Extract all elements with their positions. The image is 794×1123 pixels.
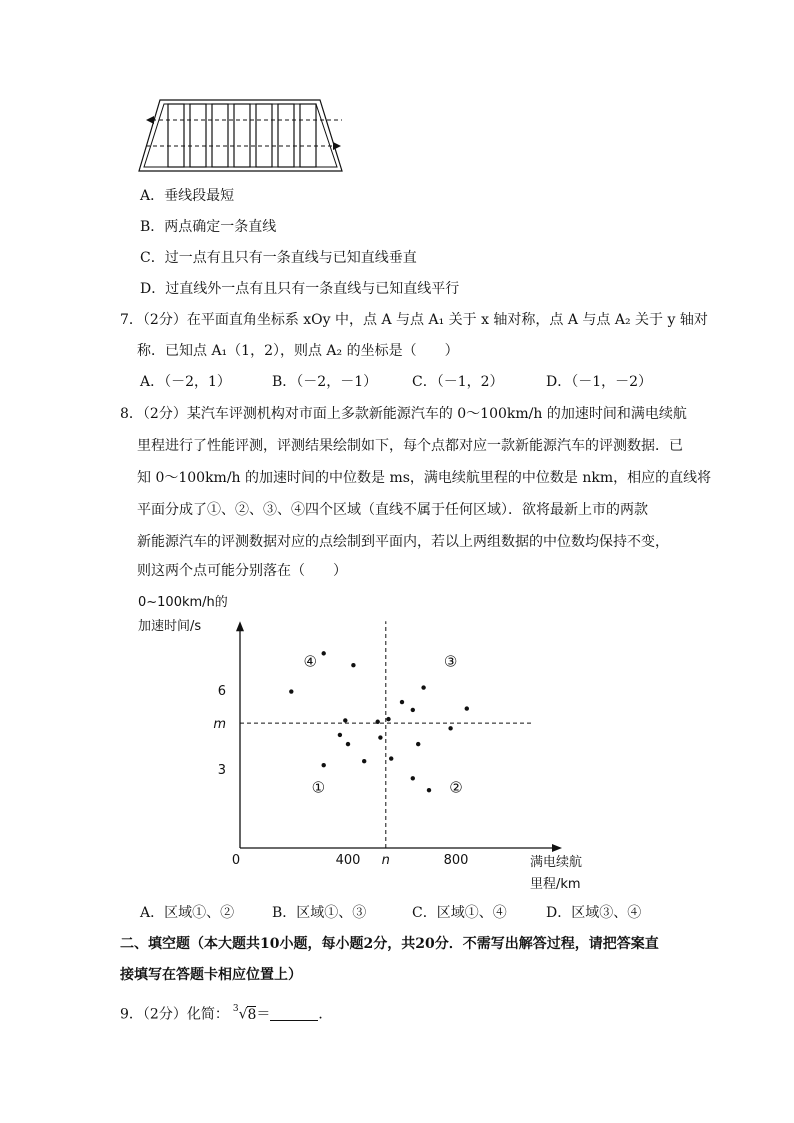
q8-option-c: C．区域①、④ [412, 905, 507, 921]
y-axis-label-line1: 0~100km/h的 [138, 595, 228, 610]
left-arrowhead-icon [146, 116, 154, 124]
y-axis-arrow-icon [236, 621, 244, 631]
data-point [427, 788, 431, 792]
q7-option-b: B．（－2，－1） [272, 374, 378, 390]
q8-stem-line3: 知 0～100km/h 的加速时间的中位数是 ms，满电续航里程的中位数是 nkm，相应的直线将 [137, 470, 712, 486]
median-y-label: m [213, 717, 226, 733]
median-x-label: n [381, 853, 390, 868]
data-point [343, 718, 347, 722]
radical-index: 3 [232, 1004, 239, 1014]
data-point [362, 759, 366, 763]
q8-option-b: B．区域①、③ [272, 905, 367, 921]
q7-option-a: A．（－2，1） [140, 374, 231, 390]
data-point [322, 651, 326, 655]
answer-blank[interactable] [270, 1006, 318, 1021]
q8-option-d: D．区域③、④ [546, 905, 642, 921]
q7-option-c: C．（－1，2） [412, 374, 504, 390]
q9-prefix: 9．（2分）化简： [120, 1006, 229, 1023]
region-label: ② [449, 778, 463, 797]
q8-stem-line4: 平面分成了①、②、③、④四个区域（直线不属于任何区域）．欲将最新上市的两款 [137, 502, 648, 518]
y-tick-label: 3 [217, 763, 226, 779]
data-point [322, 763, 326, 767]
q8-stem-line5: 新能源汽车的评测数据对应的点绘制到平面内，若以上两组数据的中位数均保持不变， [137, 534, 669, 550]
data-point [411, 776, 415, 780]
data-point [416, 742, 420, 746]
region-label: ④ [303, 652, 317, 671]
data-point [421, 685, 425, 689]
radicand: 8 [247, 1006, 257, 1023]
radical-sign-icon: √ [238, 1006, 248, 1023]
q9-end: ． [318, 1006, 333, 1023]
x-axis-arrow-icon [552, 844, 562, 852]
q9-equals: ＝ [256, 1006, 271, 1023]
x-axis-label-line1: 满电续航 [530, 855, 583, 870]
section2-heading-line2: 接填写在答题卡相应位置上） [120, 967, 302, 983]
x-axis-label-line2: 里程/km [530, 877, 581, 892]
right-arrowhead-icon [333, 142, 341, 150]
q6-option-b: B．两点确定一条直线 [140, 219, 277, 235]
data-point [448, 726, 452, 730]
cube-root-expression [229, 1001, 257, 1025]
q7-stem-line1: 7．（2分）在平面直角坐标系 xOy 中，点 A 与点 A₁ 关于 x 轴对称，点 A 与点 A₂ 关于 y 轴对 [120, 312, 708, 328]
data-point [289, 689, 293, 693]
q6-option-c: C．过一点有且只有一条直线与已知直线垂直 [140, 250, 417, 266]
x-tick-label: 800 [443, 853, 469, 868]
q8-option-a: A．区域①、② [140, 905, 235, 921]
data-point [400, 700, 404, 704]
strip-rectangles [168, 104, 316, 167]
origin-label: 0 [231, 853, 241, 868]
y-tick-label: 6 [217, 684, 226, 700]
section2-heading-line1: 二、填空题（本大题共10小题，每小题2分，共20分．不需写出解答过程，请把答案直 [120, 936, 659, 952]
q8-stem-line2: 里程进行了性能评测，评测结果绘制如下，每个点都对应一款新能源汽车的评测数据．已 [137, 438, 683, 454]
q8-stem-line1: 8．（2分）某汽车评测机构对市面上多款新能源汽车的 0～100km/h 的加速时间和满电续航 [120, 406, 687, 422]
q7-stem-line2: 称．已知点 A₁（1，2），则点 A₂ 的坐标是（ ） [137, 343, 459, 359]
data-point [386, 717, 390, 721]
data-point [411, 708, 415, 712]
q6-option-d: D．过直线外一点有且只有一条直线与已知直线平行 [140, 281, 460, 297]
data-point [389, 756, 393, 760]
region-label: ① [311, 778, 326, 797]
q6-figure [138, 98, 350, 176]
data-point [465, 706, 469, 710]
q8-stem-line6: 则这两个点可能分别落在（ ） [137, 563, 347, 579]
data-point [376, 720, 380, 724]
q8-scatter-chart [130, 588, 610, 894]
data-point [346, 742, 350, 746]
plot-area [213, 621, 562, 868]
data-point [338, 733, 342, 737]
q7-option-d: D．（－1，－2） [546, 374, 653, 390]
inner-trapezoid [144, 104, 337, 167]
frame-trapezoid [139, 100, 342, 171]
region-label: ③ [443, 652, 458, 671]
q9-stem [120, 1001, 332, 1025]
q6-option-a: A．垂线段最短 [140, 188, 235, 204]
data-point [378, 735, 382, 739]
data-point [351, 663, 355, 667]
y-axis-label-line2: 加速时间/s [138, 619, 202, 634]
x-tick-label: 400 [335, 853, 361, 868]
